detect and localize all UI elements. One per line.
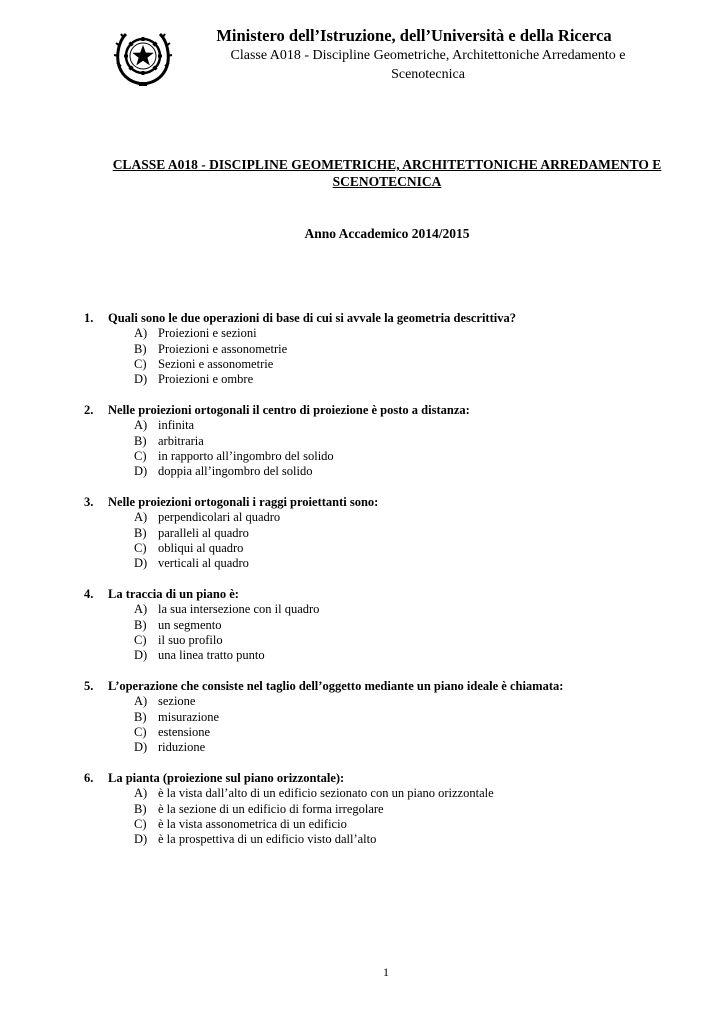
option-d bbox=[84, 372, 684, 387]
option-c bbox=[84, 449, 684, 464]
option-letter: A) bbox=[134, 602, 148, 617]
question-6 bbox=[84, 771, 684, 847]
option-text: Sezioni e assonometrie bbox=[158, 356, 274, 371]
option-letter: A) bbox=[134, 510, 148, 525]
question-number: 4. bbox=[84, 586, 94, 601]
option-a bbox=[84, 602, 684, 617]
question-1 bbox=[84, 311, 684, 387]
option-b bbox=[84, 342, 684, 357]
question-number: 5. bbox=[84, 678, 94, 693]
question-number: 2. bbox=[84, 402, 94, 417]
option-text: verticali al quadro bbox=[158, 556, 249, 571]
option-letter: D) bbox=[134, 372, 148, 387]
option-c bbox=[84, 541, 684, 556]
option-letter: D) bbox=[134, 740, 148, 755]
option-letter: D) bbox=[134, 648, 148, 663]
option-d bbox=[84, 464, 684, 479]
option-b bbox=[84, 802, 684, 817]
option-text: il suo profilo bbox=[158, 632, 223, 647]
question-heading bbox=[84, 679, 684, 694]
option-a bbox=[84, 694, 684, 709]
option-letter: C) bbox=[134, 632, 147, 647]
option-letter: A) bbox=[134, 786, 148, 801]
option-letter: A) bbox=[134, 418, 148, 433]
option-text: una linea tratto punto bbox=[158, 648, 265, 663]
option-text: è la vista assonometrica di un edificio bbox=[158, 816, 347, 831]
option-a bbox=[84, 418, 684, 433]
option-letter: B) bbox=[134, 617, 147, 632]
option-letter: A) bbox=[134, 326, 148, 341]
question-5 bbox=[84, 679, 684, 755]
option-letter: B) bbox=[134, 709, 147, 724]
option-text: paralleli al quadro bbox=[158, 525, 249, 540]
italian-republic-emblem-icon bbox=[112, 26, 174, 88]
option-text: Proiezioni e sezioni bbox=[158, 326, 257, 341]
question-heading bbox=[84, 587, 684, 602]
question-3 bbox=[84, 495, 684, 571]
option-b bbox=[84, 434, 684, 449]
option-text: obliqui al quadro bbox=[158, 540, 244, 555]
question-heading bbox=[84, 403, 684, 418]
option-text: doppia all’ingombro del solido bbox=[158, 464, 313, 479]
option-letter: C) bbox=[134, 540, 147, 555]
ministry-title: Ministero dell’Istruzione, dell’Università e della Ricerca bbox=[216, 26, 612, 45]
option-text: è la vista dall’alto di un edificio sezionato con un piano orizzontale bbox=[158, 786, 494, 801]
question-number: 1. bbox=[84, 311, 94, 325]
document-title: CLASSE A018 - DISCIPLINE GEOMETRICHE, ARCHITETTONICHE ARREDAMENTO E SCENOTECNICA bbox=[112, 157, 662, 189]
question-text: Nelle proiezioni ortogonali i raggi proiettanti sono: bbox=[108, 494, 379, 509]
option-d bbox=[84, 832, 684, 847]
option-letter: D) bbox=[134, 464, 148, 479]
option-letter: C) bbox=[134, 724, 147, 739]
option-text: è la prospettiva di un edificio visto dall’alto bbox=[158, 832, 377, 847]
option-text: perpendicolari al quadro bbox=[158, 510, 281, 525]
option-letter: C) bbox=[134, 448, 147, 463]
page-number: 1 bbox=[383, 965, 389, 979]
question-text: L’operazione che consiste nel taglio dell’oggetto mediante un piano ideale è chiamata: bbox=[108, 678, 564, 693]
option-letter: B) bbox=[134, 801, 147, 816]
question-text: La pianta (proiezione sul piano orizzontale): bbox=[108, 770, 345, 785]
option-d bbox=[84, 556, 684, 571]
option-b bbox=[84, 710, 684, 725]
question-2 bbox=[84, 403, 684, 479]
option-letter: D) bbox=[134, 832, 148, 847]
question-heading bbox=[84, 771, 684, 786]
option-b bbox=[84, 526, 684, 541]
option-letter: C) bbox=[134, 816, 147, 831]
question-text: La traccia di un piano è: bbox=[108, 586, 239, 601]
option-text: riduzione bbox=[158, 740, 206, 755]
option-b bbox=[84, 618, 684, 633]
option-text: estensione bbox=[158, 724, 211, 739]
option-d bbox=[84, 648, 684, 663]
question-number: 3. bbox=[84, 494, 94, 509]
option-a bbox=[84, 786, 684, 801]
option-letter: B) bbox=[134, 433, 147, 448]
option-letter: C) bbox=[134, 356, 147, 371]
option-c bbox=[84, 725, 684, 740]
option-text: misurazione bbox=[158, 709, 220, 724]
question-heading bbox=[84, 495, 684, 510]
question-number: 6. bbox=[84, 770, 94, 785]
option-c bbox=[84, 633, 684, 648]
option-a bbox=[84, 510, 684, 525]
option-text: Proiezioni e assonometrie bbox=[158, 341, 288, 356]
question-4 bbox=[84, 587, 684, 663]
option-text: in rapporto all’ingombro del solido bbox=[158, 448, 334, 463]
question-list bbox=[84, 311, 684, 863]
option-text: sezione bbox=[158, 694, 196, 709]
question-heading bbox=[84, 311, 684, 326]
option-text: un segmento bbox=[158, 617, 222, 632]
question-text: Nelle proiezioni ortogonali il centro di proiezione è posto a distanza: bbox=[108, 402, 470, 417]
option-d bbox=[84, 740, 684, 755]
option-text: la sua intersezione con il quadro bbox=[158, 602, 320, 617]
academic-year: Anno Accademico 2014/2015 bbox=[304, 226, 470, 241]
option-c bbox=[84, 357, 684, 372]
option-text: infinita bbox=[158, 418, 195, 433]
option-c bbox=[84, 817, 684, 832]
option-letter: A) bbox=[134, 694, 148, 709]
option-a bbox=[84, 326, 684, 341]
option-letter: B) bbox=[134, 341, 147, 356]
option-text: è la sezione di un edificio di forma irregolare bbox=[158, 801, 384, 816]
question-text: Quali sono le due operazioni di base di cui si avvale la geometria descrittiva? bbox=[108, 311, 516, 325]
option-letter: B) bbox=[134, 525, 147, 540]
option-letter: D) bbox=[134, 556, 148, 571]
ministry-subtitle: Classe A018 - Discipline Geometriche, Architettoniche Arredamento e Scenotecnica bbox=[230, 48, 626, 82]
option-text: arbitraria bbox=[158, 433, 204, 448]
option-text: Proiezioni e ombre bbox=[158, 372, 254, 387]
